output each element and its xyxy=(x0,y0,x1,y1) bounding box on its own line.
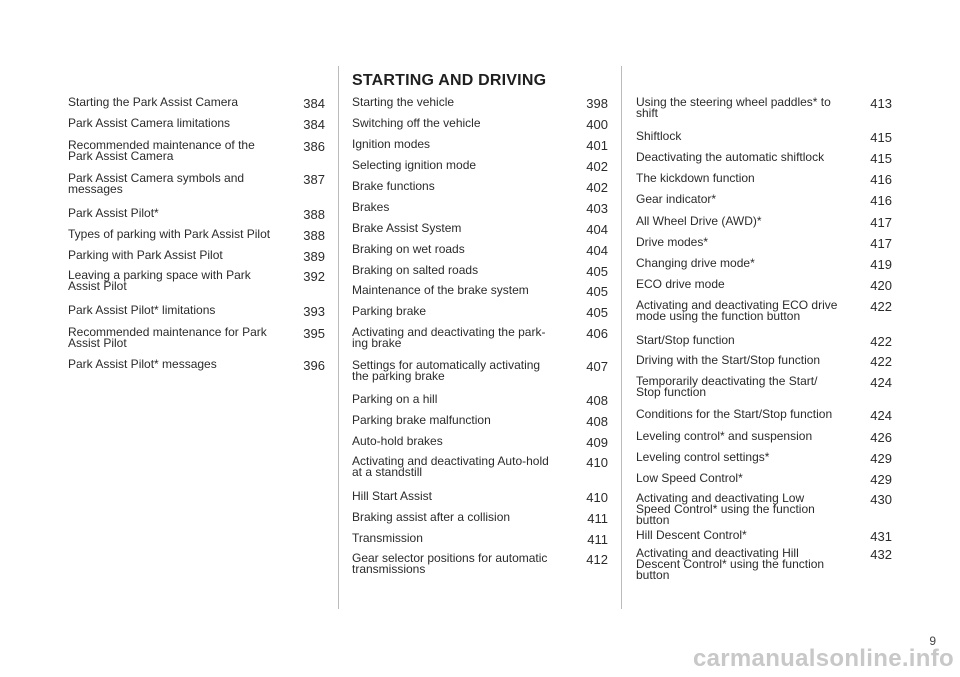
toc-entry-title: Gear selector positions for automatic transmissions xyxy=(352,551,548,576)
column-divider-right xyxy=(621,66,622,609)
toc-entry-page: 422 xyxy=(870,334,892,349)
toc-entry-page: 404 xyxy=(586,243,608,258)
toc-entry-page: 402 xyxy=(586,159,608,174)
toc-entry-title: Parking brake malfunction xyxy=(352,413,491,427)
toc-entry-title: Park Assist Pilot* xyxy=(68,206,159,220)
toc-entry-page: 405 xyxy=(586,264,608,279)
toc-entry-title: Transmission xyxy=(352,531,423,545)
toc-entry-page: 408 xyxy=(586,414,608,429)
toc-entry-page: 395 xyxy=(303,326,325,341)
toc-entry-title: Park Assist Pilot* limitations xyxy=(68,303,216,317)
toc-entry-page: 424 xyxy=(870,375,892,390)
watermark: carmanualsonline.info xyxy=(692,645,954,672)
toc-entry-title: Leaving a parking space with Park Assist Pilot xyxy=(68,268,251,293)
toc-entry-page: 415 xyxy=(870,151,892,166)
toc-entry-title: Recommended maintenance of the Park Assist Camera xyxy=(68,138,255,163)
toc-entry-page: 405 xyxy=(586,305,608,320)
toc-entry-title: Leveling control settings* xyxy=(636,450,770,464)
toc-entry-page: 426 xyxy=(870,430,892,445)
toc-entry-title: Using the steering wheel paddles* to shift xyxy=(636,95,831,120)
toc-entry-page: 410 xyxy=(586,455,608,470)
toc-entry-page: 384 xyxy=(303,117,325,132)
toc-entry-page: 410 xyxy=(586,490,608,505)
page-number: 9 xyxy=(929,634,936,648)
toc-entry-title: Activating and deactivating Low Speed Control* using the function button xyxy=(636,491,815,527)
toc-entry-page: 398 xyxy=(586,96,608,111)
toc-entry-title: Parking on a hill xyxy=(352,392,438,406)
toc-entry-page: 415 xyxy=(870,130,892,145)
toc-entry-title: The kickdown function xyxy=(636,171,755,185)
toc-entry-page: 404 xyxy=(586,222,608,237)
toc-entry-title: Braking on salted roads xyxy=(352,263,479,277)
toc-entry-title: Auto-hold brakes xyxy=(352,434,443,448)
toc-entry-page: 432 xyxy=(870,547,892,562)
toc-entry-page: 429 xyxy=(870,451,892,466)
toc-entry-title: Park Assist Camera limitations xyxy=(68,116,231,130)
toc-entry-page: 387 xyxy=(303,172,325,187)
toc-entry-title: Braking assist after a collision xyxy=(352,510,511,524)
toc-entry-page: 384 xyxy=(303,96,325,111)
toc-entry-page: 388 xyxy=(303,207,325,222)
toc-entry-title: Brake functions xyxy=(352,179,435,193)
toc-entry-title: Hill Descent Control* xyxy=(636,528,747,542)
toc-entry-page: 430 xyxy=(870,492,892,507)
toc-entry-page: 431 xyxy=(870,529,892,544)
toc-entry-title: Park Assist Pilot* messages xyxy=(68,357,217,371)
toc-entry-page: 388 xyxy=(303,228,325,243)
column-divider-left xyxy=(338,66,339,609)
toc-entry-page: 393 xyxy=(303,304,325,319)
toc-entry-page: 402 xyxy=(586,180,608,195)
toc-entry-title: Parking with Park Assist Pilot xyxy=(68,248,223,262)
toc-entry-title: All Wheel Drive (AWD)* xyxy=(636,214,762,228)
toc-entry-page: 419 xyxy=(870,257,892,272)
toc-entry-page: 406 xyxy=(586,326,608,341)
toc-entry-title: Start/Stop function xyxy=(636,333,735,347)
toc-entry-title: Activating and deactivating ECO drive mode using the function button xyxy=(636,298,838,323)
toc-entry-title: Starting the vehicle xyxy=(352,95,455,109)
toc-entry-page: 413 xyxy=(870,96,892,111)
toc-entry-page: 400 xyxy=(586,117,608,132)
toc-entry-title: Leveling control* and suspension xyxy=(636,429,813,443)
toc-entry-title: Deactivating the automatic shiftlock xyxy=(636,150,825,164)
toc-entry-page: 416 xyxy=(870,193,892,208)
toc-entry-title: Gear indicator* xyxy=(636,192,717,206)
toc-entry-page: 411 xyxy=(587,532,608,547)
toc-entry-page: 409 xyxy=(586,435,608,450)
toc-entry-title: Brake Assist System xyxy=(352,221,462,235)
toc-entry-title: Low Speed Control* xyxy=(636,471,743,485)
toc-entry-page: 396 xyxy=(303,358,325,373)
toc-entry-title: Activating and deactivating Hill Descent Control* using the function button xyxy=(636,546,825,582)
toc-entry-page: 422 xyxy=(870,299,892,314)
toc-entry-page: 401 xyxy=(586,138,608,153)
toc-entry-page: 420 xyxy=(870,278,892,293)
toc-entry-title: Parking brake xyxy=(352,304,427,318)
section-title: STARTING AND DRIVING xyxy=(352,72,547,89)
toc-entry-title: Braking on wet roads xyxy=(352,242,465,256)
toc-entry-title: Switching off the vehicle xyxy=(352,116,481,130)
toc-entry-title: Hill Start Assist xyxy=(352,489,433,503)
toc-entry-title: Temporarily deactivating the Start/ Stop function xyxy=(636,374,818,399)
toc-entry-title: Recommended maintenance for Park Assist Pilot xyxy=(68,325,267,350)
toc-entry-title: Brakes xyxy=(352,200,390,214)
toc-entry-page: 417 xyxy=(870,236,892,251)
toc-entry-page: 424 xyxy=(870,408,892,423)
toc-entry-title: Settings for automatically activating the parking brake xyxy=(352,358,541,383)
toc-entry-page: 407 xyxy=(586,359,608,374)
toc-entry-title: Maintenance of the brake system xyxy=(352,283,529,297)
toc-entry-page: 412 xyxy=(586,552,608,567)
toc-entry-title: Park Assist Camera symbols and messages xyxy=(68,171,245,196)
toc-entry-title: Starting the Park Assist Camera xyxy=(68,95,239,109)
toc-entry-page: 416 xyxy=(870,172,892,187)
toc-entry-page: 422 xyxy=(870,354,892,369)
toc-entry-page: 403 xyxy=(586,201,608,216)
toc-entry-page: 386 xyxy=(303,139,325,154)
toc-entry-title: Driving with the Start/Stop function xyxy=(636,353,821,367)
toc-entry-title: Shiftlock xyxy=(636,129,682,143)
toc-entry-title: Conditions for the Start/Stop function xyxy=(636,407,833,421)
toc-entry-title: Types of parking with Park Assist Pilot xyxy=(68,227,271,241)
toc-entry-title: Ignition modes xyxy=(352,137,431,151)
toc-entry-title: Activating and deactivating Auto-hold at a standstill xyxy=(352,454,549,479)
toc-entry-title: Changing drive mode* xyxy=(636,256,755,270)
toc-entry-title: Drive modes* xyxy=(636,235,709,249)
toc-entry-title: Activating and deactivating the park-ing brake xyxy=(352,325,546,350)
toc-entry-page: 392 xyxy=(303,269,325,284)
toc-entry-page: 417 xyxy=(870,215,892,230)
toc-entry-page: 408 xyxy=(586,393,608,408)
toc-entry-title: ECO drive mode xyxy=(636,277,725,291)
toc-entry-page: 411 xyxy=(587,511,608,526)
toc-entry-page: 429 xyxy=(870,472,892,487)
toc-entry-title: Selecting ignition mode xyxy=(352,158,477,172)
toc-entry-page: 405 xyxy=(586,284,608,299)
toc-entry-page: 389 xyxy=(303,249,325,264)
